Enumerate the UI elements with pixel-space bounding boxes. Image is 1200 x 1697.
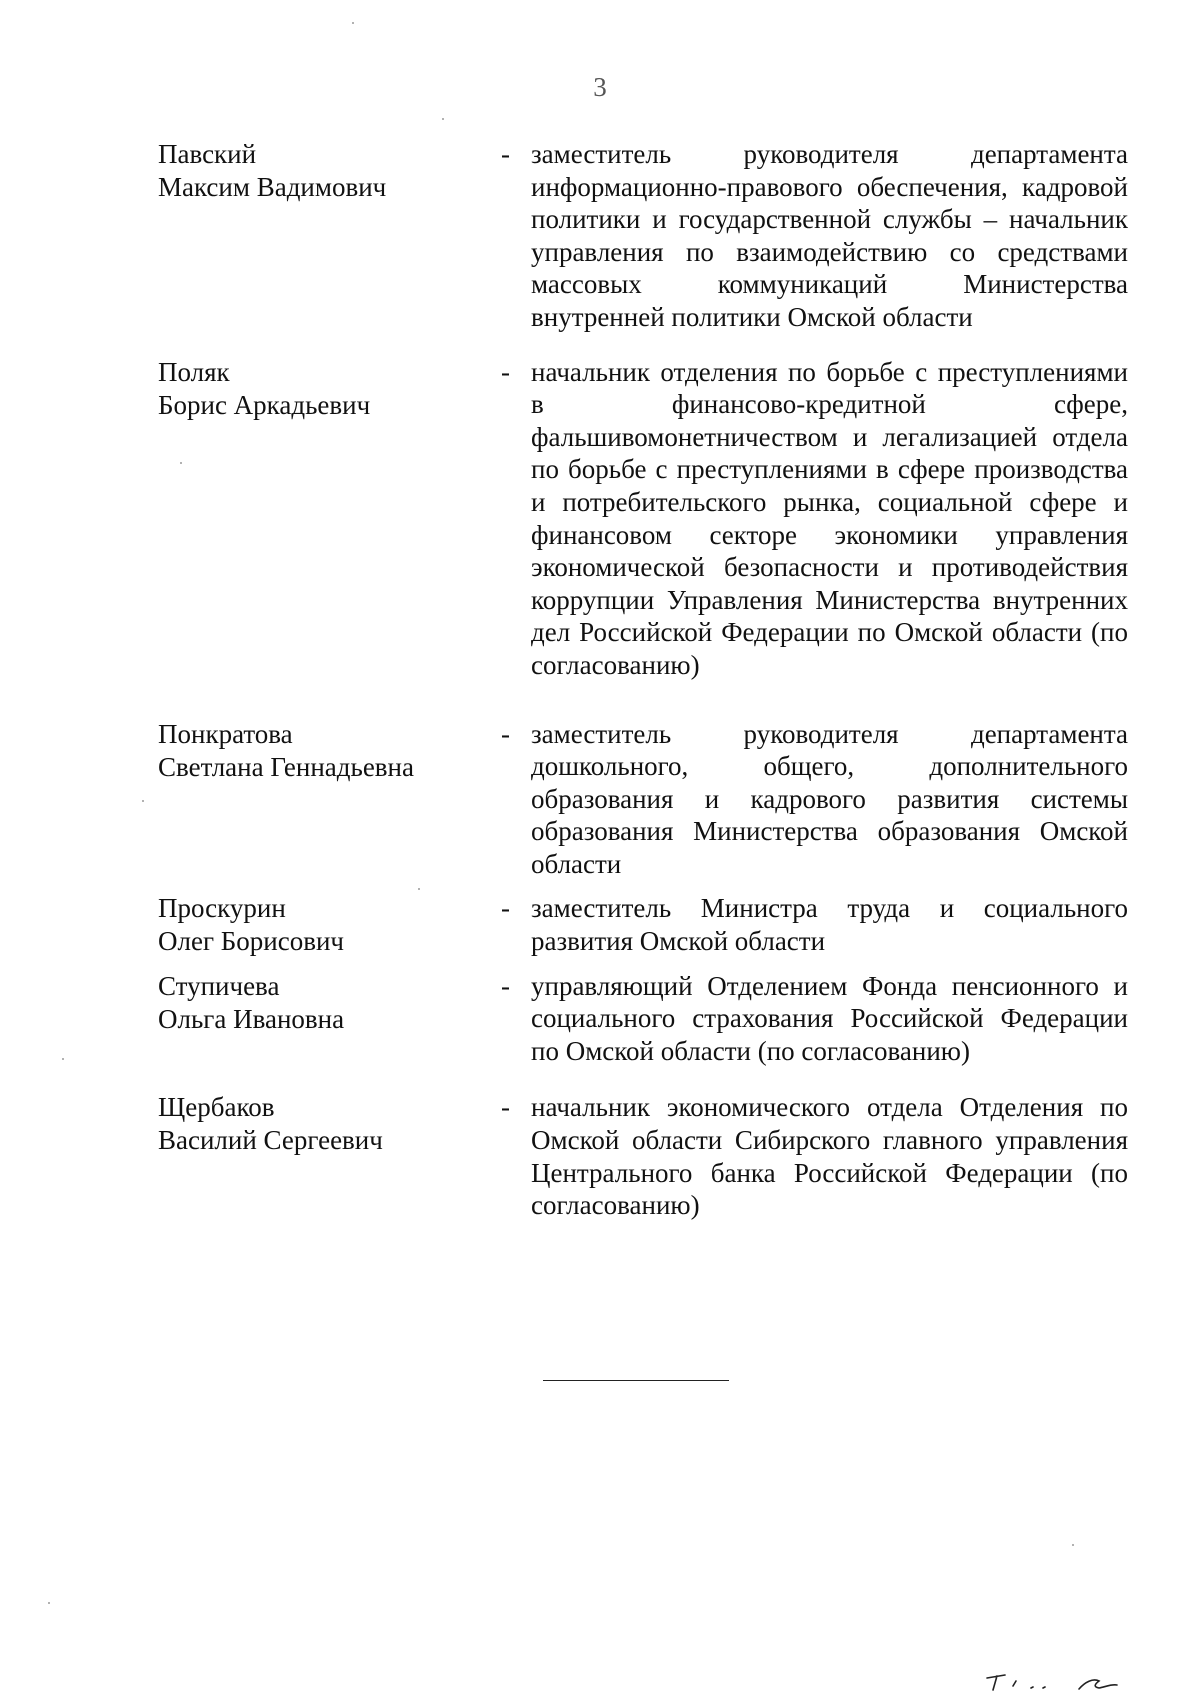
given-names: Светлана Геннадьевна — [158, 751, 414, 782]
scan-speck — [142, 800, 144, 802]
scan-speck — [352, 22, 354, 24]
surname: Ступичева — [158, 970, 280, 1001]
scan-speck — [442, 118, 444, 120]
scan-speck — [180, 462, 182, 464]
scan-speck — [62, 1058, 64, 1060]
surname: Поляк — [158, 356, 230, 387]
list-item — [158, 356, 1128, 682]
list-item — [158, 1091, 1128, 1221]
closing-rule — [543, 1380, 729, 1381]
dash-separator: - — [501, 1092, 510, 1123]
surname: Щербаков — [158, 1092, 275, 1123]
given-names: Борис Аркадьевич — [158, 389, 371, 420]
dash-separator: - — [501, 893, 510, 924]
scan-speck — [1072, 1544, 1074, 1546]
surname: Проскурин — [158, 893, 286, 924]
members-list — [158, 138, 1128, 1222]
list-item — [158, 970, 1128, 1068]
person-name — [158, 970, 498, 1036]
handwritten-mark-icon — [983, 1672, 1133, 1692]
scan-speck — [418, 888, 420, 890]
scan-speck — [48, 1602, 50, 1604]
given-names: Максим Вадимович — [158, 172, 387, 202]
dash-separator: - — [501, 718, 510, 749]
person-name — [158, 1091, 498, 1157]
position-description: управляющий Отделением Фонда пенсионного и социального страхования Российской Федерации по Омской области (по согласованию) — [531, 970, 1128, 1066]
position-description: начальник экономического отдела Отделения по Омской области Сибирского главного управления Центрального банка Российской Федерации (по согласованию) — [531, 1092, 1128, 1221]
position-description: заместитель руководителя департамента дошкольного, общего, дополнительного образования и кадрового развития системы образования Министерства образования Омской области — [531, 718, 1128, 879]
page-number: 3 — [593, 72, 607, 102]
list-item — [158, 138, 1128, 334]
person-name — [158, 138, 498, 204]
dash-separator: - — [501, 356, 510, 387]
position-description: заместитель Министра труда и социального развития Омской области — [531, 893, 1128, 957]
surname: Павский — [158, 139, 257, 169]
person-name — [158, 356, 498, 422]
position-description: начальник отделения по борьбе с преступлениями в финансово-кредитной сфере, фальшивомонетничеством и легализацией отдела по борьбе с преступлениями в сфере производства и потребительского рынка, социальной сфере и финансовом секторе экономики управления экономической безопасности и противодействия коррупции Управления Министерства внутренних дел Российской Федерации по Омской области (по согласованию) — [531, 356, 1128, 680]
position-description: заместитель руководителя департамента информационно-правового обеспечения, кадровой политики и государственной службы – начальник управления по взаимодействию со средствами массовых коммуникаций Министерства внутренней политики Омской области — [531, 139, 1128, 332]
surname: Понкратова — [158, 718, 293, 749]
given-names: Ольга Ивановна — [158, 1003, 345, 1034]
person-name — [158, 892, 498, 958]
list-item — [158, 718, 1128, 881]
dash-separator: - — [501, 139, 510, 169]
list-item — [158, 892, 1128, 957]
given-names: Олег Борисович — [158, 926, 344, 957]
person-name — [158, 718, 498, 784]
dash-separator: - — [501, 970, 510, 1001]
given-names: Василий Сергеевич — [158, 1125, 383, 1156]
